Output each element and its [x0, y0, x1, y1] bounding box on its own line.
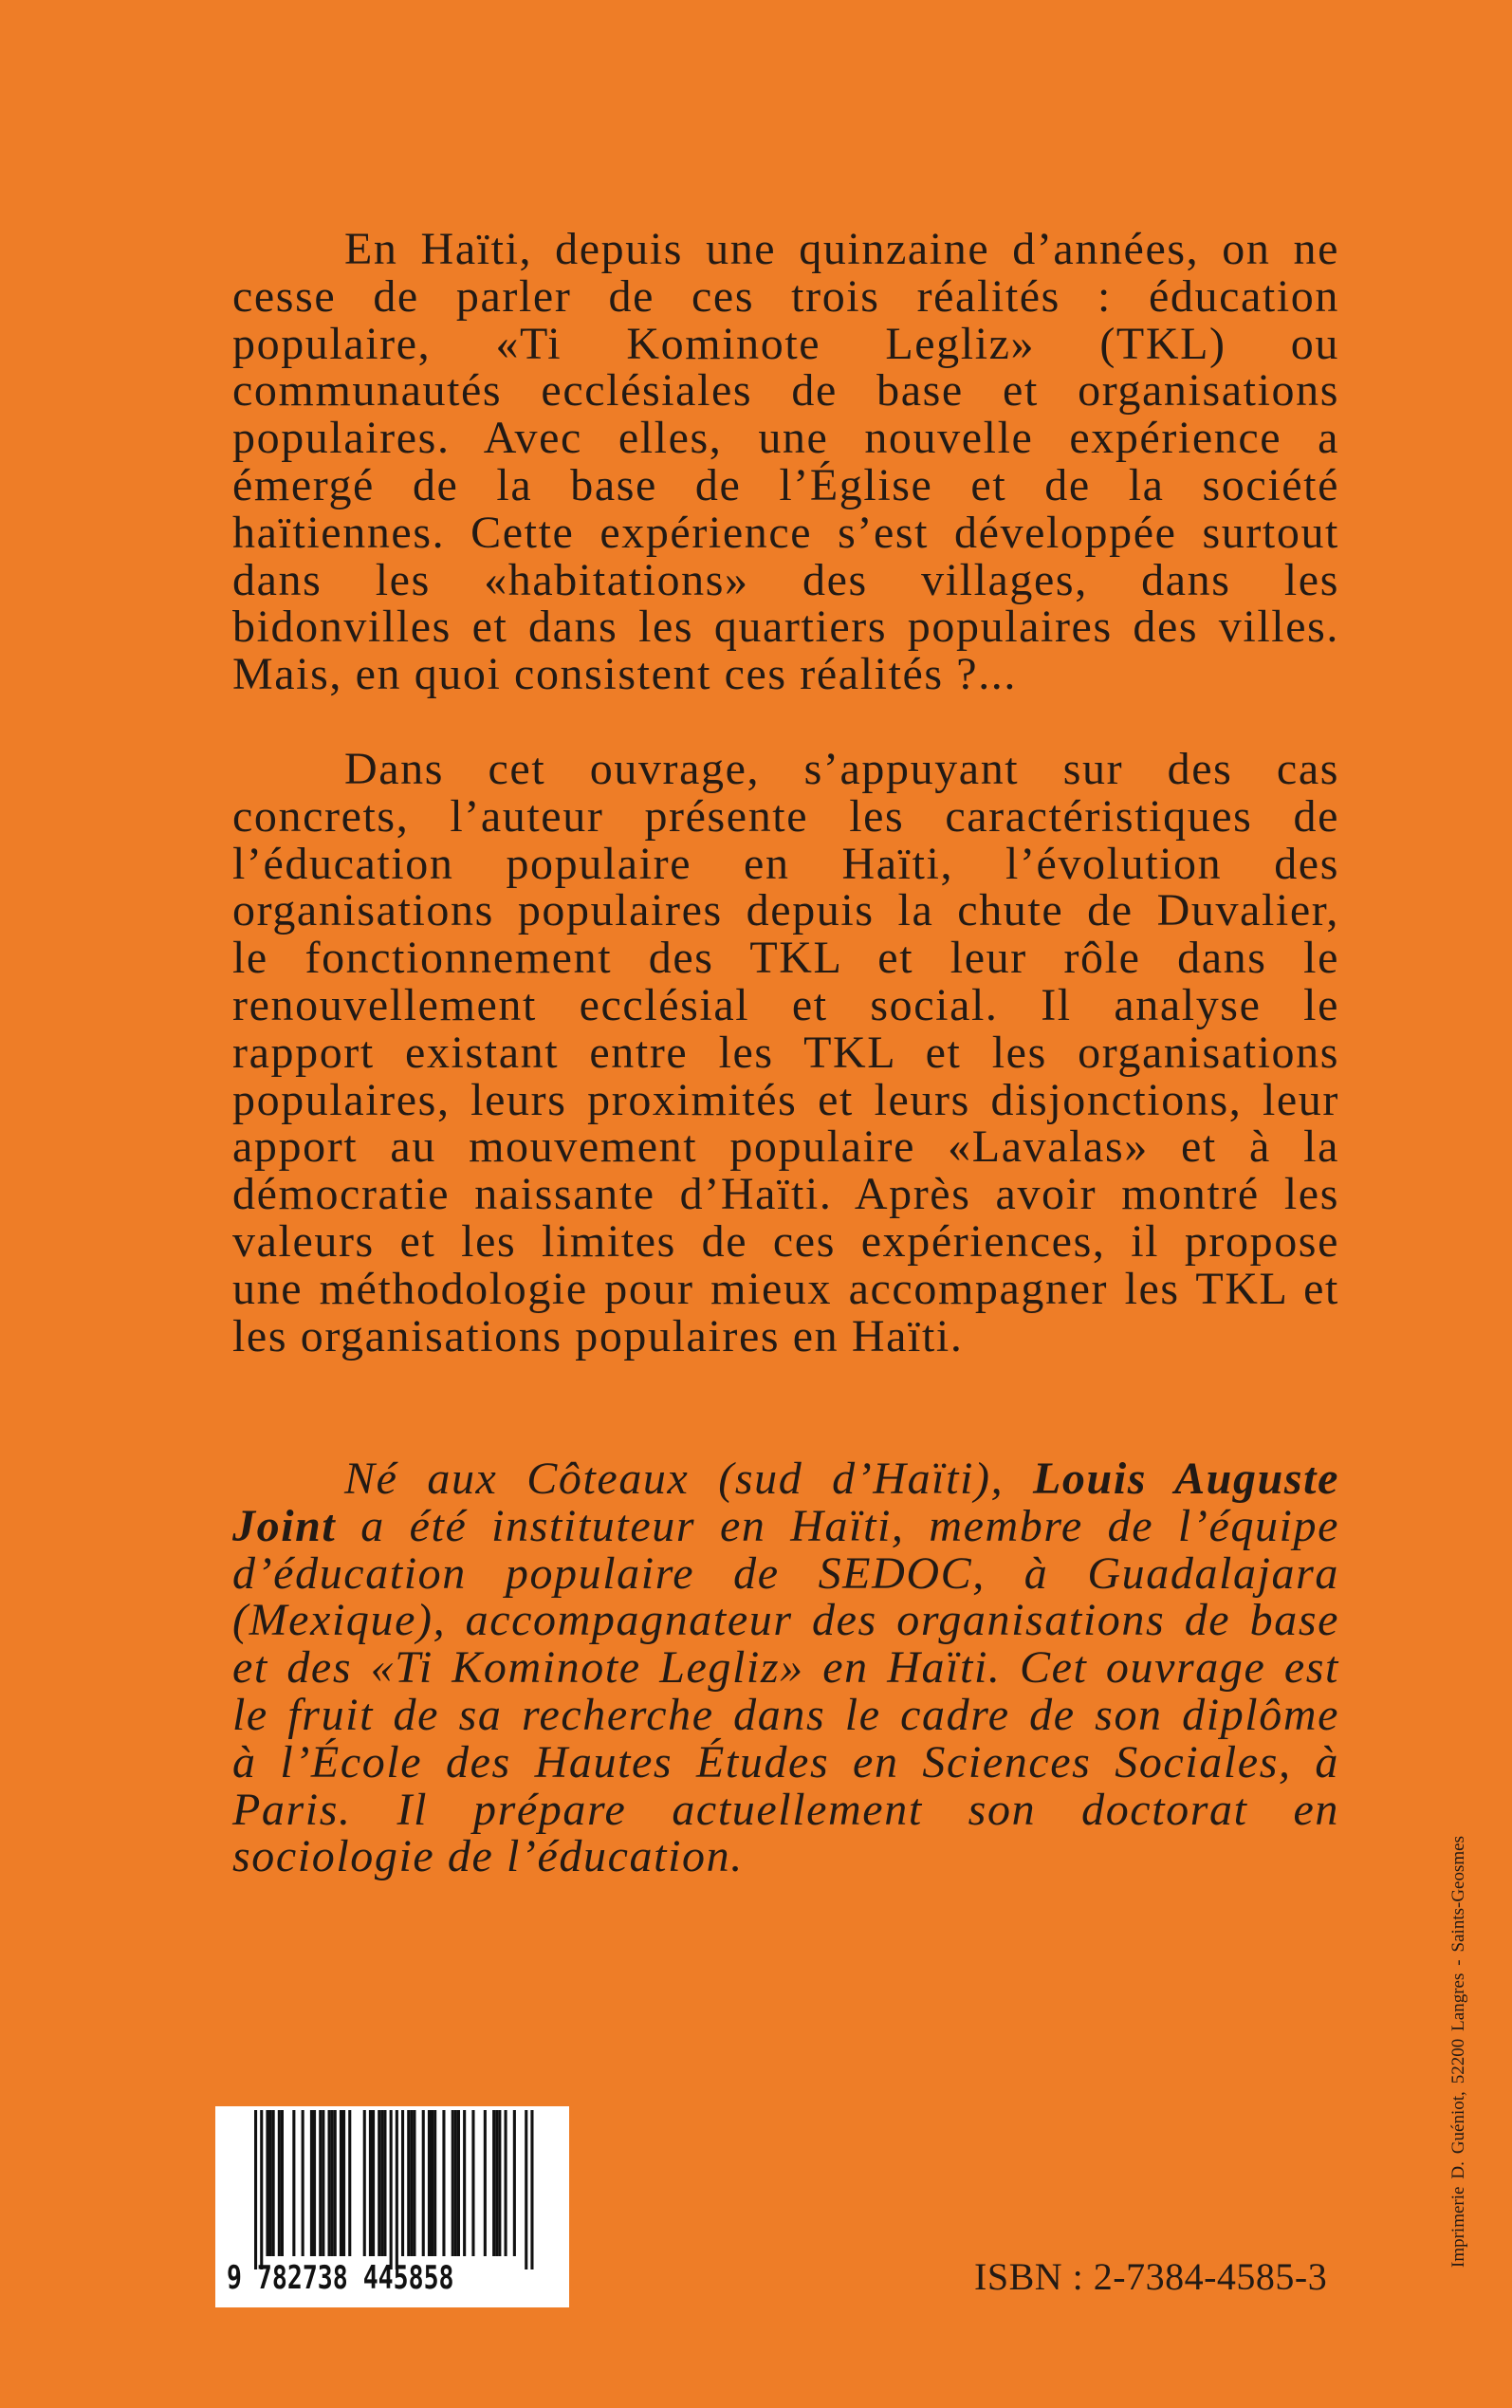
bio-intro: Né aux Côteaux (sud d’Haïti),: [344, 1454, 1005, 1504]
barcode-bar: [378, 2110, 380, 2256]
barcode-bar: [525, 2110, 527, 2269]
barcode: [215, 2106, 569, 2307]
barcode-bar: [428, 2110, 431, 2256]
text-line: bidonvilles et dans les quartiers populaires des villes.: [232, 602, 1339, 653]
barcode-bar: [334, 2110, 337, 2256]
barcode-bar: [463, 2110, 466, 2256]
barcode-bar: [452, 2110, 454, 2256]
barcode-bar: [254, 2110, 257, 2269]
barcode-bar: [505, 2110, 507, 2256]
barcode-bar: [383, 2110, 386, 2256]
text-line: [232, 1500, 1339, 1551]
barcode-bar: [342, 2110, 345, 2256]
barcode-bar: [331, 2110, 334, 2256]
barcode-bar: [431, 2110, 433, 2256]
text-line: populaire, «Ti Kominote Legliz» (TKL) ou: [232, 318, 1339, 369]
barcode-bar: [442, 2110, 445, 2256]
barcode-bar: [457, 2110, 460, 2256]
barcode-bar: [319, 2110, 322, 2256]
text-line: concrets, l’auteur présente les caractéristiques de: [232, 790, 1339, 842]
text-line: (Mexique), accompagnateur des organisations de base: [232, 1595, 1339, 1646]
barcode-bar: [322, 2110, 324, 2256]
text-line: [232, 1455, 1339, 1503]
barcode-bar: [471, 2110, 474, 2256]
isbn-label: ISBN : 2-7384-4585-3: [974, 2255, 1328, 2298]
barcode-bar: [390, 2110, 393, 2269]
barcode-bar: [372, 2110, 375, 2256]
barcode-bar: [281, 2110, 284, 2256]
barcode-bar: [410, 2110, 413, 2256]
text-line: une méthodologie pour mieux accompagner les TKL et: [232, 1263, 1339, 1314]
barcode-bar: [310, 2110, 313, 2256]
barcode-bar: [348, 2110, 351, 2256]
text-line: haïtiennes. Cette expérience s’est développée surtout: [232, 507, 1339, 558]
text-line: populaires. Avec elles, une nouvelle expérience a: [232, 413, 1339, 464]
barcode-bar: [513, 2110, 516, 2256]
barcode-bar: [454, 2110, 457, 2256]
text-line: renouvellement ecclésial et social. Il analyse le: [232, 979, 1339, 1030]
barcode-digits: 9 782738 445858: [227, 2259, 454, 2297]
barcode-bar: [302, 2110, 304, 2256]
text-line: Paris. Il prépare actuellement son doctorat en: [232, 1784, 1339, 1835]
barcode-bar: [328, 2110, 331, 2256]
text-line: à l’École des Hautes Études en Sciences Sociales, à: [232, 1736, 1339, 1787]
text-line: sociologie de l’éducation.: [232, 1831, 744, 1882]
barcode-bar: [396, 2110, 398, 2269]
text-line: le fruit de sa recherche dans le cadre de son diplôme: [232, 1689, 1339, 1740]
barcode-bar: [380, 2110, 383, 2256]
barcode-bar: [278, 2110, 281, 2256]
barcode-bar: [433, 2110, 436, 2256]
text-line: émergé de la base de l’Église et de la société: [232, 459, 1339, 510]
barcode-bar: [272, 2110, 275, 2256]
barcode-bar: [495, 2110, 498, 2256]
text-line: Dans cet ouvrage, s’appuyant sur des cas: [344, 744, 1339, 794]
text-line: le fonctionnement des TKL et leur rôle dans le: [232, 933, 1339, 984]
blurb-paragraph-1: [232, 226, 1339, 698]
author-first-name: Louis Auguste: [1033, 1454, 1339, 1504]
barcode-bar: [340, 2110, 342, 2256]
barcode-bar: [313, 2110, 316, 2256]
barcode-bar: [260, 2110, 263, 2269]
barcode-bar: [401, 2110, 404, 2256]
barcode-bar: [498, 2110, 501, 2256]
bio-text: a été instituteur en Haïti, membre de l’équipe: [360, 1500, 1339, 1551]
barcode-bar: [530, 2110, 533, 2269]
barcode-bar: [413, 2110, 415, 2256]
text-line: et des «Ti Kominote Legliz» en Haïti. Cet ouvrage est: [232, 1642, 1339, 1694]
printer-credit: Imprimerie D. Guéniot, 52200 Langres - Saints-Geosmes: [1448, 1836, 1468, 2268]
text-line: cesse de parler de ces trois réalités : éducation: [232, 270, 1339, 322]
text-line: apport au mouvement populaire «Lavalas» et à la: [232, 1121, 1339, 1173]
barcode-bar: [422, 2110, 425, 2256]
text-line: dans les «habitations» des villages, dans les: [232, 554, 1339, 605]
text-line: démocratie naissante d’Haïti. Après avoir montré les: [232, 1169, 1339, 1220]
barcode-bar: [269, 2110, 272, 2256]
text-line: En Haïti, depuis une quinzaine d’années, on ne: [344, 224, 1339, 274]
barcode-bar: [369, 2110, 372, 2256]
author-last-name: Joint: [232, 1500, 337, 1551]
text-line: organisations populaires depuis la chute de Duvalier,: [232, 885, 1339, 936]
barcode-bar: [266, 2110, 268, 2256]
barcode-bar: [407, 2110, 410, 2256]
text-line: les organisations populaires en Haïti.: [232, 1310, 964, 1361]
barcode-bar: [363, 2110, 366, 2256]
text-line: d’éducation populaire de SEDOC, à Guadalajara: [232, 1547, 1339, 1599]
barcode-bar: [292, 2110, 295, 2256]
text-line: communautés ecclésiales de base et organisations: [232, 365, 1339, 417]
text-line: rapport existant entre les TKL et les organisations: [232, 1027, 1339, 1078]
text-line: l’éducation populaire en Haïti, l’évolution des: [232, 838, 1339, 889]
barcode-bar: [484, 2110, 487, 2256]
blurb-paragraph-2: [232, 746, 1339, 1360]
barcode-bar: [492, 2110, 495, 2256]
author-bio: [232, 1455, 1339, 1880]
text-line: populaires, leurs proximités et leurs disjonctions, leur: [232, 1074, 1339, 1125]
text-line: Mais, en quoi consistent ces réalités ?...: [232, 649, 1017, 700]
text-line: valeurs et les limites de ces expériences, il propose: [232, 1215, 1339, 1267]
